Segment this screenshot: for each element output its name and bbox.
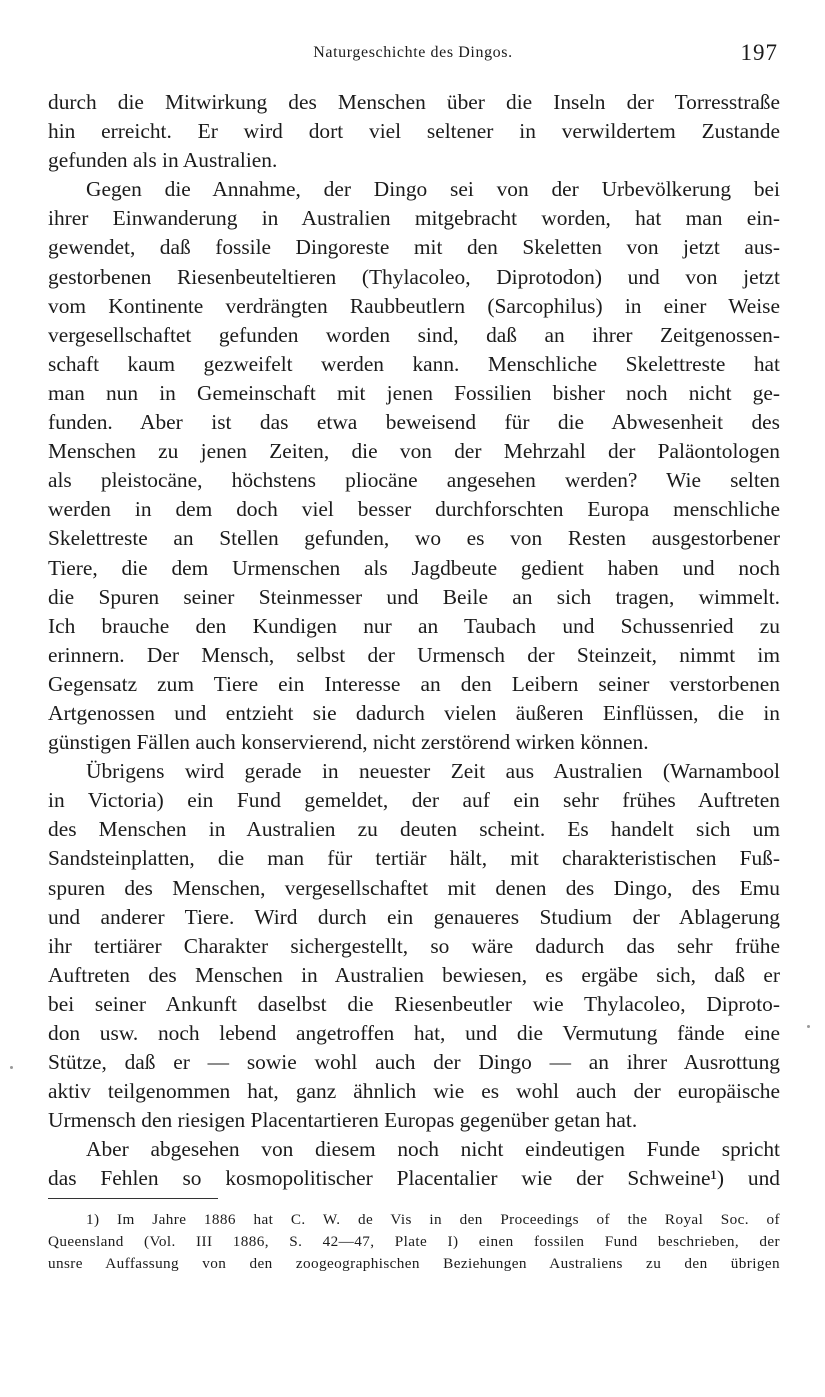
paper-speck bbox=[807, 1025, 810, 1028]
paper-speck bbox=[10, 1066, 13, 1069]
text-line: don usw. noch lebend angetroffen hat, und die Vermutung fände eine bbox=[48, 1021, 780, 1045]
body-text bbox=[48, 88, 780, 1194]
text-line: Tiere, die dem Urmenschen als Jagdbeute gedient haben und noch bbox=[48, 555, 780, 580]
text-line: funden. Aber ist das etwa beweisend für die Abwesenheit des bbox=[48, 410, 780, 435]
text-line: Sandsteinplatten, die man für tertiär hält, mit charakteristischen Fuß- bbox=[48, 846, 780, 871]
text-line: spuren des Menschen, vergesellschaftet mit denen des Dingo, des Emu bbox=[48, 875, 780, 900]
text-line: Menschen zu jenen Zeiten, die von der Mehrzahl der Paläontologen bbox=[48, 439, 780, 464]
text-line: als pleistocäne, höchstens pliocäne angesehen werden? Wie selten bbox=[48, 468, 780, 493]
text-line: ihr tertiärer Charakter sichergestellt, so wäre dadurch das sehr frühe bbox=[48, 933, 780, 958]
text-line: Gegensatz zum Tiere ein Interesse an den Leibern seiner verstorbenen bbox=[48, 671, 780, 696]
text-line: vergesellschaftet gefunden worden sind, daß an ihrer Zeitgenossen- bbox=[48, 322, 780, 347]
running-head bbox=[48, 40, 778, 70]
text-line: werden in dem doch viel besser durchforschten Europa menschliche bbox=[48, 497, 780, 522]
text-line: schaft kaum gezweifelt werden kann. Menschliche Skelettreste hat bbox=[48, 351, 780, 376]
text-line: Übrigens wird gerade in neuester Zeit aus Australien (Warnambool bbox=[86, 759, 780, 784]
text-line: günstigen Fällen auch konservierend, nicht zerstörend wirken können. bbox=[48, 730, 649, 755]
footnotes bbox=[48, 1209, 780, 1275]
text-line: gestorbenen Riesenbeuteltieren (Thylacoleo, Diprotodon) und von jetzt bbox=[48, 264, 780, 289]
text-line: Stütze, daß er — sowie wohl auch der Dingo — an ihrer Ausrottung bbox=[48, 1050, 780, 1075]
text-line: bei seiner Ankunft daselbst die Riesenbeutler wie Thylacoleo, Diproto- bbox=[48, 991, 780, 1016]
text-line: Gegen die Annahme, der Dingo sei von der Urbevölkerung bei bbox=[86, 177, 780, 202]
text-line: Urmensch den riesigen Placentartieren Europas gegenüber getan hat. bbox=[48, 1108, 638, 1133]
text-line: erinnern. Der Mensch, selbst der Urmensch der Steinzeit, nimmt im bbox=[48, 642, 780, 667]
text-line: durch die Mitwirkung des Menschen über die Inseln der Torresstraße bbox=[48, 90, 780, 114]
text-line: Artgenossen und entzieht sie dadurch vielen äußeren Einflüssen, die in bbox=[48, 700, 780, 725]
text-line: aktiv teilgenommen hat, ganz ähnlich wie es wohl auch der europäische bbox=[48, 1079, 780, 1104]
text-line: man nun in Gemeinschaft mit jenen Fossilien bisher noch nicht ge- bbox=[48, 380, 780, 405]
page-number: 197 bbox=[740, 40, 778, 65]
footnote-line: unsre Auffassung von den zoogeographischen Beziehungen Australiens zu den übrigen bbox=[48, 1255, 780, 1272]
text-line: das Fehlen so kosmopolitischer Placentalier wie der Schweine¹) und bbox=[48, 1166, 780, 1191]
text-line: vom Kontinente verdrängten Raubbeutlern (Sarcophilus) in einer Weise bbox=[48, 293, 780, 318]
footnote-line: 1) Im Jahre 1886 hat C. W. de Vis in den Proceedings of the Royal Soc. of bbox=[86, 1211, 780, 1228]
text-line: des Menschen in Australien zu deuten scheint. Es handelt sich um bbox=[48, 817, 780, 842]
text-line: Ich brauche den Kundigen nur an Taubach und Schussenried zu bbox=[48, 613, 780, 638]
text-line: Auftreten des Menschen in Australien bewiesen, es ergäbe sich, daß er bbox=[48, 962, 780, 987]
footnote-divider bbox=[48, 1198, 218, 1199]
text-line: die Spuren seiner Steinmesser und Beile an sich tragen, wimmelt. bbox=[48, 584, 780, 609]
text-line: hin erreicht. Er wird dort viel seltener in verwildertem Zustande bbox=[48, 119, 780, 144]
text-line: gefunden als in Australien. bbox=[48, 148, 278, 173]
text-line: ihrer Einwanderung in Australien mitgebracht worden, hat man ein- bbox=[48, 206, 780, 231]
footnote-line: Queensland (Vol. III 1886, S. 42—47, Plate I) einen fossilen Fund beschrieben, der bbox=[48, 1233, 780, 1250]
running-title: Naturgeschichte des Dingos. bbox=[313, 44, 513, 61]
text-line: Aber abgesehen von diesem noch nicht eindeutigen Funde spricht bbox=[86, 1137, 780, 1162]
text-line: Skelettreste an Stellen gefunden, wo es von Resten ausgestorbener bbox=[48, 526, 780, 551]
text-line: in Victoria) ein Fund gemeldet, der auf ein sehr frühes Auftreten bbox=[48, 788, 780, 813]
text-line: gewendet, daß fossile Dingoreste mit den Skeletten von jetzt aus- bbox=[48, 235, 780, 260]
text-line: und anderer Tiere. Wird durch ein genaueres Studium der Ablagerung bbox=[48, 904, 780, 929]
